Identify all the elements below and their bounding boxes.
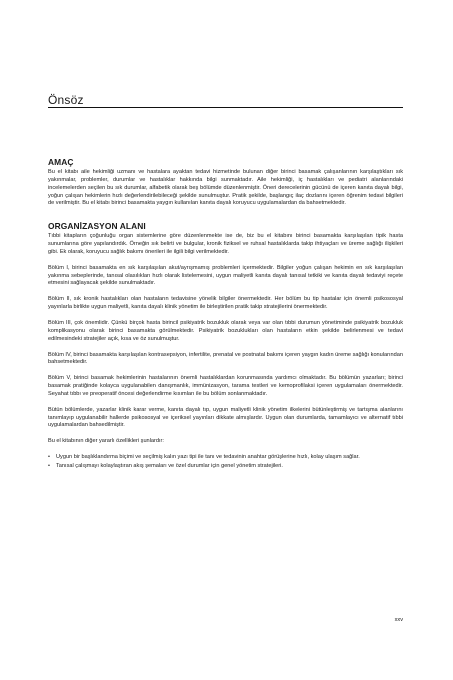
paragraph: Bölüm IV, birinci basamakta karşılaşılan kontrasepsiyon, infertilite, prenatal ve postnatal bakımı içeren yaygın kadın üreme sağlığı konularından bahsetmektedir. [48, 351, 403, 366]
feature-list [48, 454, 403, 471]
paragraph: Bütün bölümlerde, yazarlar klinik karar verme, kanıta dayalı tıp, uygun maliyetli klinik yönetim ilkelerini bütünleştirmiş ve tartışma alanlarını tanımlayıp uygulanabilir hallerde psikososyal ve içeriksel yayınları dikkate almışlardır. Uygun olan durumlarda, tamamlayıcı ve alternatif tıbbi uygulamalardan bahsedilmiştir. [48, 406, 403, 429]
paragraph: Tıbbi kitapların çoğunluğu organ sistemlerine göre düzenlenmekte ise de, biz bu el kitabını birinci basamakta karşılaşılan tipik hasta sunumlarına göre yapılandırdık. Örneğin sık belirti ve bulgular, kronik fiziksel ve ruhsal hastalıklarda takip ihtiyaçları ve üreme sağlığı ilişkileri gibi. Ek olarak, koruyucu sağlık bakımı önerileri ile ilgili bilgi verilmektedir. [48, 233, 403, 255]
book-page [48, 0, 403, 680]
paragraph: Bölüm II, sık kronik hastalıkları olan hastaların tedavisine yönelik bilgiler önermektedir. Her bölüm bu tip hastalar için önemli psikososyal yayınlarla birlikte uygun maliyetli, kanıta dayalı klinik yönetim ile birleştirilen pratik takip stratejilerini önermektedir. [48, 296, 403, 311]
list-item [48, 454, 403, 462]
bullet-icon: • [48, 454, 50, 461]
paragraph: Bölüm III, çok önemlidir. Çünkü birçok hasta birincil psikiyatrik bozukluk olarak veya var olan tıbbi durumun yönetiminde psikiyatrik bozukluk komplikasyonu olarak birinci basamakta görülmektedir. Psikiyatrik bozuklukları olan hastaların etkin şekilde belirlenmesi ve tedavi edilmesindeki stratejiler açık, kısa ve öz sunulmuştur. [48, 319, 403, 342]
list-item-text: Tanısal çalışmayı kolaylaştıran akış şemaları ve özel durumlar için genel yönetim stratejileri. [56, 462, 283, 469]
paragraph: Bölüm I, birinci basamakta en sık karşılaşılan akut/ayrışmamış problemleri içermektedir. Bilgiler yoğun çalışan hekimin en sık karşılaşılan yakınma sebeplerinde, tanısal olasılıkları hızlı olarak listelemesini, uygun maliyetli kanıta dayalı tanısal tetkiki ve kanıta dayalı tedaviyi reçete etmesini sağlayacak şekilde sunulmaktadır. [48, 264, 403, 287]
list-item [48, 463, 403, 471]
section-heading-amac: AMAÇ [48, 157, 74, 167]
paragraph: Bölüm V, birinci basamak hekimlerinin hastalarının önemli hastalıklardan korunmasında yardımcı olmaktadır. Bu bölümün yazarları; birinci basamak pratiğinde kolayca uygulanabilen danışmanlık, immünizasyon, tarama testleri ve kemoprofilaksi içeren uygulamaları önermektedir. Seyahat tıbbı ve preoperatif öncesi değerlendirme kısımları ile bu bölüm sonlanmaktadır. [48, 375, 403, 397]
chapter-title: Önsöz [48, 93, 84, 107]
list-item-text: Uygun bir başlıklandırma biçimi ve seçilmiş kalın yazı tipi ile tanı ve tedavinin anahtar görüşlerine hızlı, kolay ulaşım sağlar. [56, 454, 360, 461]
section-heading-organizasyon: ORGANİZASYON ALANI [48, 221, 146, 232]
title-rule [48, 107, 403, 108]
page-number: xxv [394, 617, 403, 623]
paragraph: Bu el kitabı aile hekimliği uzmanı ve hastalara ayaktan tedavi hizmetinde bulunan diğer birinci basamak çalışanlarının karşılaştıkları sık yakınmalar, problemler, durumlar ve hastalıklar hakkında bilgi sunmaktadır. Aile hekimliği, iç hastalıkları ve pediatri alanlarındaki incelemelerden seçilen bu sık durumlar, alfabetik olarak beş bölümde düzenlenmiştir. Öneri derecelerinin gücünü de içeren kanıta dayalı bilgi, yoğun çalışan hekimlerin hızlı değerlendirilebileceği şekilde sunulmuştur. Pratik şekilde, başlangıç ilaç dozlarını içeren öğrenim tedavi bilgileri de verilmiştir. Bu el kitabı birinci basamakta yaygın kullanılan kanıta dayalı koruyucu uygulamalardan da bahsetmektedir. [48, 169, 403, 207]
bullet-icon: • [48, 462, 50, 469]
paragraph: Bu el kitabının diğer yararlı özellikleri şunlardır: [48, 438, 164, 445]
page-content [48, 157, 403, 472]
